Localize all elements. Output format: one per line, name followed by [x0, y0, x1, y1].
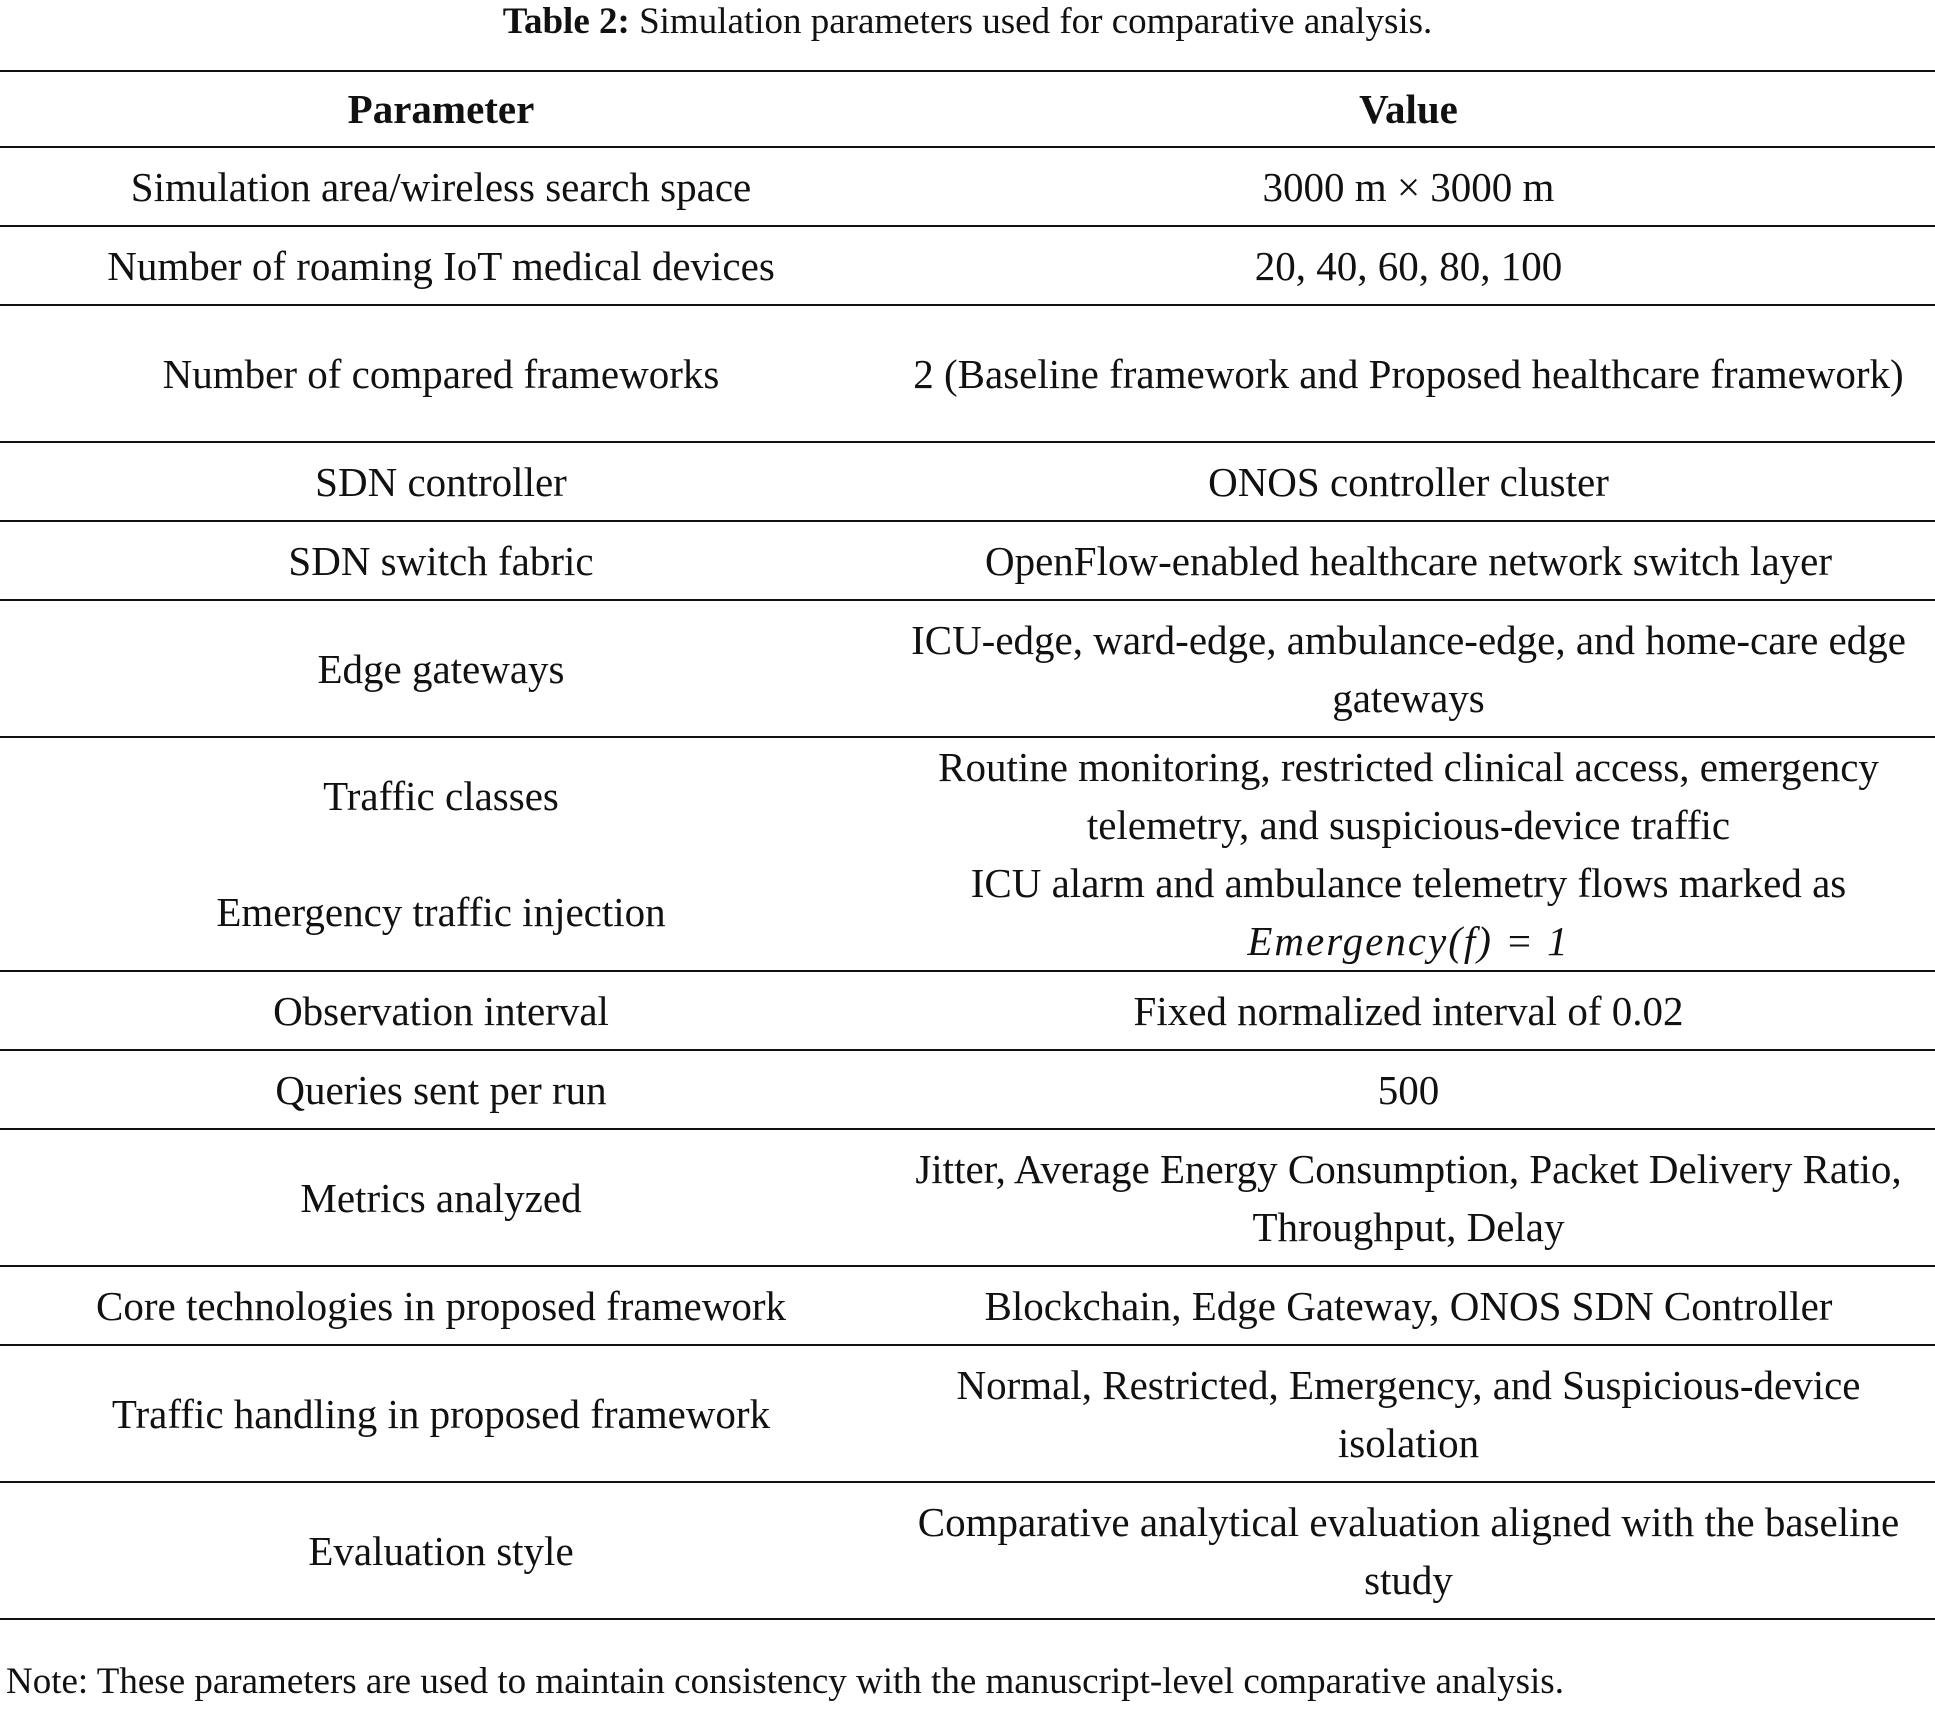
table-header-row	[0, 71, 1935, 147]
parameter-cell: Number of compared frameworks	[162, 350, 720, 397]
value-cell: Comparative analytical evaluation aligned with the baseline study	[917, 1498, 1900, 1603]
parameter-cell: Metrics analyzed	[300, 1174, 582, 1221]
parameter-cell: SDN controller	[315, 458, 567, 505]
value-cell: 20, 40, 60, 80, 100	[1254, 242, 1563, 289]
table-note: Note: These parameters are used to maintain consistency with the manuscript-level comparative analysis.	[6, 1661, 1564, 1702]
value-cell: Fixed normalized interval of 0.02	[1133, 987, 1684, 1034]
value-cell: 2 (Baseline framework and Proposed healthcare framework)	[913, 350, 1904, 397]
parameter-cell: Queries sent per run	[275, 1066, 607, 1113]
emergency-formula: Emergency(f) = 1	[1247, 918, 1570, 964]
value-cell: ONOS controller cluster	[1208, 458, 1609, 505]
parameter-cell: Core technologies in proposed framework	[96, 1282, 786, 1329]
table-row	[0, 1345, 1935, 1482]
parameter-cell: Traffic handling in proposed framework	[111, 1390, 771, 1437]
caption-text: Simulation parameters used for comparative analysis.	[639, 1, 1433, 42]
table-row	[0, 226, 1935, 305]
value-cell	[882, 854, 1935, 971]
header-parameter: Parameter	[347, 86, 535, 132]
parameter-cell: Simulation area/wireless search space	[130, 163, 752, 210]
value-cell: ICU-edge, ward-edge, ambulance-edge, and home-care edge gateways	[911, 616, 1906, 721]
table-row	[0, 1482, 1935, 1619]
table-row	[0, 521, 1935, 600]
value-cell: 3000 m × 3000 m	[1262, 163, 1555, 210]
table-row	[0, 971, 1935, 1050]
value-cell: OpenFlow-enabled healthcare network switch layer	[984, 537, 1832, 584]
table-row	[0, 1129, 1935, 1266]
table-row	[0, 1050, 1935, 1129]
value-cell: Routine monitoring, restricted clinical access, emergency telemetry, and suspicious-device traffic	[938, 744, 1879, 848]
value-cell: Normal, Restricted, Emergency, and Suspicious-device isolation	[956, 1361, 1861, 1466]
header-value: Value	[1359, 86, 1458, 132]
parameters-table	[0, 70, 1935, 1620]
table-row	[0, 737, 1935, 854]
table-row	[0, 442, 1935, 521]
parameter-cell: Traffic classes	[323, 773, 559, 819]
table-row	[0, 1266, 1935, 1345]
value-text: ICU alarm and ambulance telemetry flows marked as	[970, 860, 1847, 906]
parameter-cell: Observation interval	[273, 987, 609, 1034]
table-row	[0, 600, 1935, 737]
parameter-cell: SDN switch fabric	[288, 537, 594, 584]
parameter-cell: Evaluation style	[308, 1527, 574, 1574]
table-row	[0, 147, 1935, 226]
parameter-cell: Edge gateways	[317, 645, 565, 692]
table-caption	[0, 0, 1935, 44]
parameter-cell: Number of roaming IoT medical devices	[107, 242, 775, 289]
parameter-cell: Emergency traffic injection	[216, 889, 666, 935]
table-row	[0, 305, 1935, 442]
caption-label: Table 2:	[502, 1, 630, 42]
value-cell: Blockchain, Edge Gateway, ONOS SDN Controller	[984, 1282, 1833, 1329]
table-row	[0, 854, 1935, 971]
value-cell: Jitter, Average Energy Consumption, Packet Delivery Ratio, Throughput, Delay	[915, 1145, 1902, 1250]
value-cell: 500	[1377, 1066, 1440, 1113]
